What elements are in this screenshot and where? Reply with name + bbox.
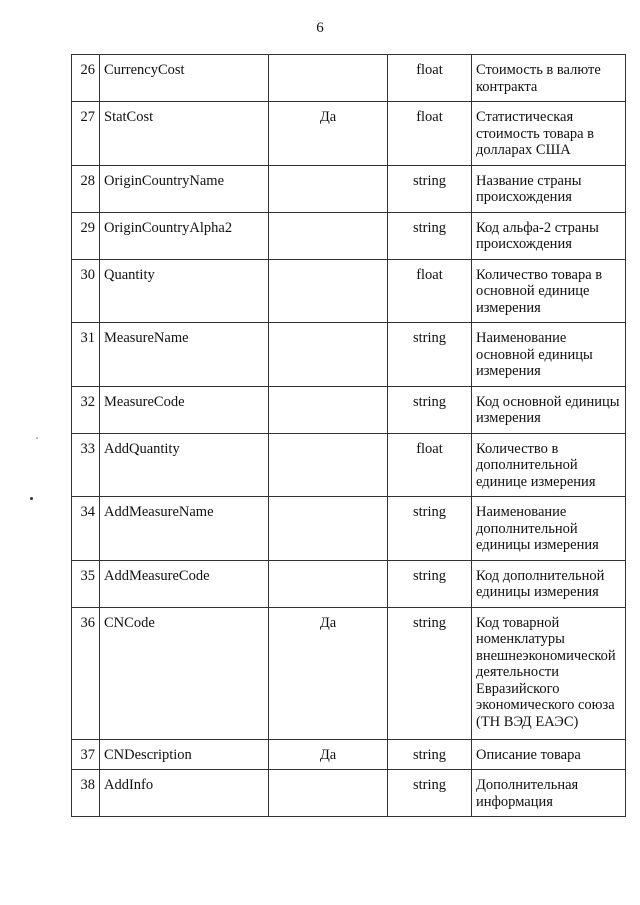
table-row — [72, 770, 626, 817]
field-name: MeasureName — [100, 323, 269, 387]
field-type: string — [388, 770, 472, 817]
field-name: AddMeasureCode — [100, 560, 269, 607]
row-number: 38 — [72, 770, 100, 817]
field-name: OriginCountryAlpha2 — [100, 212, 269, 259]
field-description: Наименование дополнительной единицы измерения — [472, 497, 626, 561]
row-number: 32 — [72, 386, 100, 433]
field-description: Описание товара — [472, 739, 626, 770]
required-flag — [269, 386, 388, 433]
row-number: 34 — [72, 497, 100, 561]
table-row — [72, 739, 626, 770]
table-row — [72, 497, 626, 561]
scan-speck — [30, 497, 33, 500]
field-type: string — [388, 607, 472, 739]
row-number: 28 — [72, 165, 100, 212]
field-description: Статистическая стоимость товара в долларах США — [472, 102, 626, 166]
row-number: 36 — [72, 607, 100, 739]
required-flag — [269, 259, 388, 323]
field-type: string — [388, 212, 472, 259]
table-row — [72, 165, 626, 212]
table-row — [72, 560, 626, 607]
field-type: float — [388, 259, 472, 323]
required-flag — [269, 212, 388, 259]
table-row — [72, 433, 626, 497]
required-flag — [269, 165, 388, 212]
row-number: 30 — [72, 259, 100, 323]
required-flag — [269, 560, 388, 607]
field-type: float — [388, 102, 472, 166]
required-flag — [269, 55, 388, 102]
row-number: 35 — [72, 560, 100, 607]
field-description: Стоимость в валюте контракта — [472, 55, 626, 102]
field-description: Название страны происхождения — [472, 165, 626, 212]
page-number: 6 — [316, 20, 324, 36]
field-description: Дополнительная информация — [472, 770, 626, 817]
scan-speck — [36, 437, 38, 439]
field-type: string — [388, 560, 472, 607]
row-number: 33 — [72, 433, 100, 497]
field-name: CNCode — [100, 607, 269, 739]
table-row — [72, 55, 626, 102]
field-description: Код основной единицы измерения — [472, 386, 626, 433]
table-row — [72, 259, 626, 323]
field-description: Код дополнительной единицы измерения — [472, 560, 626, 607]
field-name: CNDescription — [100, 739, 269, 770]
field-name: Quantity — [100, 259, 269, 323]
table-row — [72, 607, 626, 739]
required-flag — [269, 770, 388, 817]
table-row — [72, 212, 626, 259]
field-type: string — [388, 739, 472, 770]
field-name: AddMeasureName — [100, 497, 269, 561]
field-type: string — [388, 386, 472, 433]
table-row — [72, 102, 626, 166]
field-description: Количество в дополнительной единице измерения — [472, 433, 626, 497]
field-description: Код альфа-2 страны происхождения — [472, 212, 626, 259]
table-row — [72, 323, 626, 387]
field-type: string — [388, 165, 472, 212]
field-type: float — [388, 55, 472, 102]
required-flag — [269, 323, 388, 387]
row-number: 26 — [72, 55, 100, 102]
field-type: float — [388, 433, 472, 497]
field-type: string — [388, 323, 472, 387]
field-name: CurrencyCost — [100, 55, 269, 102]
row-number: 27 — [72, 102, 100, 166]
row-number: 37 — [72, 739, 100, 770]
field-name: OriginCountryName — [100, 165, 269, 212]
required-flag: Да — [269, 739, 388, 770]
required-flag: Да — [269, 607, 388, 739]
required-flag: Да — [269, 102, 388, 166]
required-flag — [269, 497, 388, 561]
row-number: 29 — [72, 212, 100, 259]
field-name: AddQuantity — [100, 433, 269, 497]
field-spec-table — [71, 54, 626, 817]
field-name: MeasureCode — [100, 386, 269, 433]
field-type: string — [388, 497, 472, 561]
field-description: Количество товара в основной единице измерения — [472, 259, 626, 323]
field-name: AddInfo — [100, 770, 269, 817]
field-description: Код товарной номенклатуры внешнеэкономической деятельности Евразийского экономического союза (ТН ВЭД ЕАЭС) — [472, 607, 626, 739]
table-row — [72, 386, 626, 433]
field-description: Наименование основной единицы измерения — [472, 323, 626, 387]
required-flag — [269, 433, 388, 497]
row-number: 31 — [72, 323, 100, 387]
field-name: StatCost — [100, 102, 269, 166]
